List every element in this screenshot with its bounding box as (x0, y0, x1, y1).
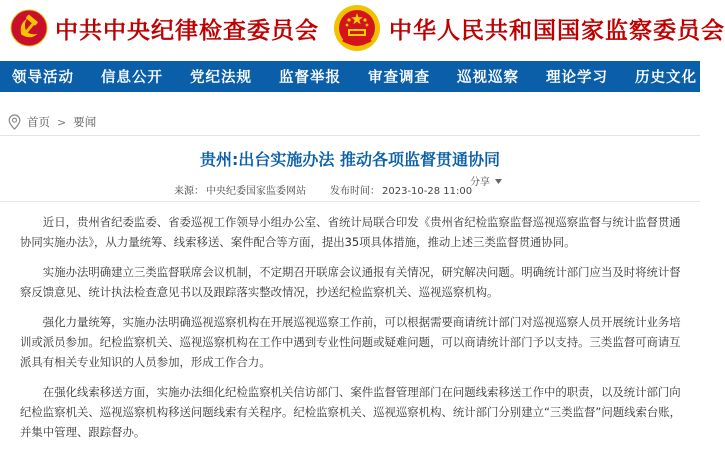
nav-item-theory[interactable]: 理论学习 (546, 70, 608, 86)
nav-item-disclosure[interactable]: 信息公开 (101, 70, 163, 86)
paragraph: 近日，贵州省纪委监委、省委巡视工作领导小组办公室、省统计局联合印发《贵州省纪检监察监督巡视巡察监督与统计监督贯通协同实施办法》，从力量统筹、线索移送、案件配合等方面，提出35项具体措施，推动上述三类监督贯通协同。 (20, 215, 681, 249)
nav-item-history[interactable]: 历史文化 (635, 70, 697, 86)
nav-item-regulations[interactable]: 党纪法规 (190, 70, 252, 86)
nsc-title[interactable]: 中华人民共和国国家监察委员会 (389, 17, 725, 44)
share-label: 分享 (470, 177, 490, 188)
paragraph: 实施办法明确建立三类监督联席会议机制，不定期召开联席会议通报有关情况，研究解决问题。明确统计部门应当及时将统计督察反馈意见、统计执法检查意见书以及跟踪落实整改情况，抄送纪检监察机关、巡视巡察机构。 (20, 265, 681, 299)
share-button[interactable] (470, 173, 502, 188)
breadcrumb (8, 113, 96, 131)
article-title: 贵州:出台实施办法 推动各项监督贯通协同 (200, 150, 500, 169)
caret-down-icon (495, 179, 502, 184)
divider (0, 135, 700, 136)
article-meta (174, 182, 474, 197)
source-label: 来源： (174, 186, 204, 197)
ccdi-title[interactable]: 中共中央纪律检查委员会 (55, 17, 319, 44)
nav-item-report[interactable]: 监督举报 (279, 70, 341, 86)
article-source: 中央纪委国家监委网站 (206, 186, 306, 197)
nav-item-inspection[interactable]: 巡视巡察 (457, 70, 519, 86)
national-emblem-icon[interactable] (333, 4, 381, 52)
time-label: 发布时间： (330, 186, 380, 197)
breadcrumb-current[interactable]: 要闻 (73, 115, 97, 129)
party-emblem-icon[interactable] (10, 9, 48, 47)
site-header (0, 0, 725, 60)
publish-time: 2023-10-28 11:00 (382, 186, 473, 197)
breadcrumb-home[interactable]: 首页 (27, 115, 50, 129)
location-pin-icon (8, 114, 21, 130)
meta-divider (0, 201, 700, 202)
nav-item-investigation[interactable]: 审查调查 (368, 70, 430, 86)
breadcrumb-separator: > (57, 115, 67, 129)
main-nav (0, 61, 700, 92)
article-body (20, 212, 692, 452)
paragraph: 强化力量统筹，实施办法明确巡视巡察机构在开展巡视巡察工作前，可以根据需要商请统计部门对巡视巡察人员开展统计业务培训或派员参加。纪检监察机关、巡视巡察机构在工作中遇到专业性问题或疑难问题，可以商请统计部门予以支持。三类监督可商请互派具有相关专业知识的人员参加，形成工作合力。 (20, 315, 681, 369)
nav-item-leadership[interactable]: 领导活动 (12, 70, 74, 86)
paragraph: 在强化线索移送方面，实施办法细化纪检监察机关信访部门、案件监督管理部门在问题线索移送工作中的职责，以及统计部门向纪检监察机关、巡视巡察机构移送问题线索有关程序。纪检监察机关、巡视巡察机构、统计部门分别建立“三类监督”问题线索台账，并集中管理、跟踪督办。 (20, 385, 682, 439)
